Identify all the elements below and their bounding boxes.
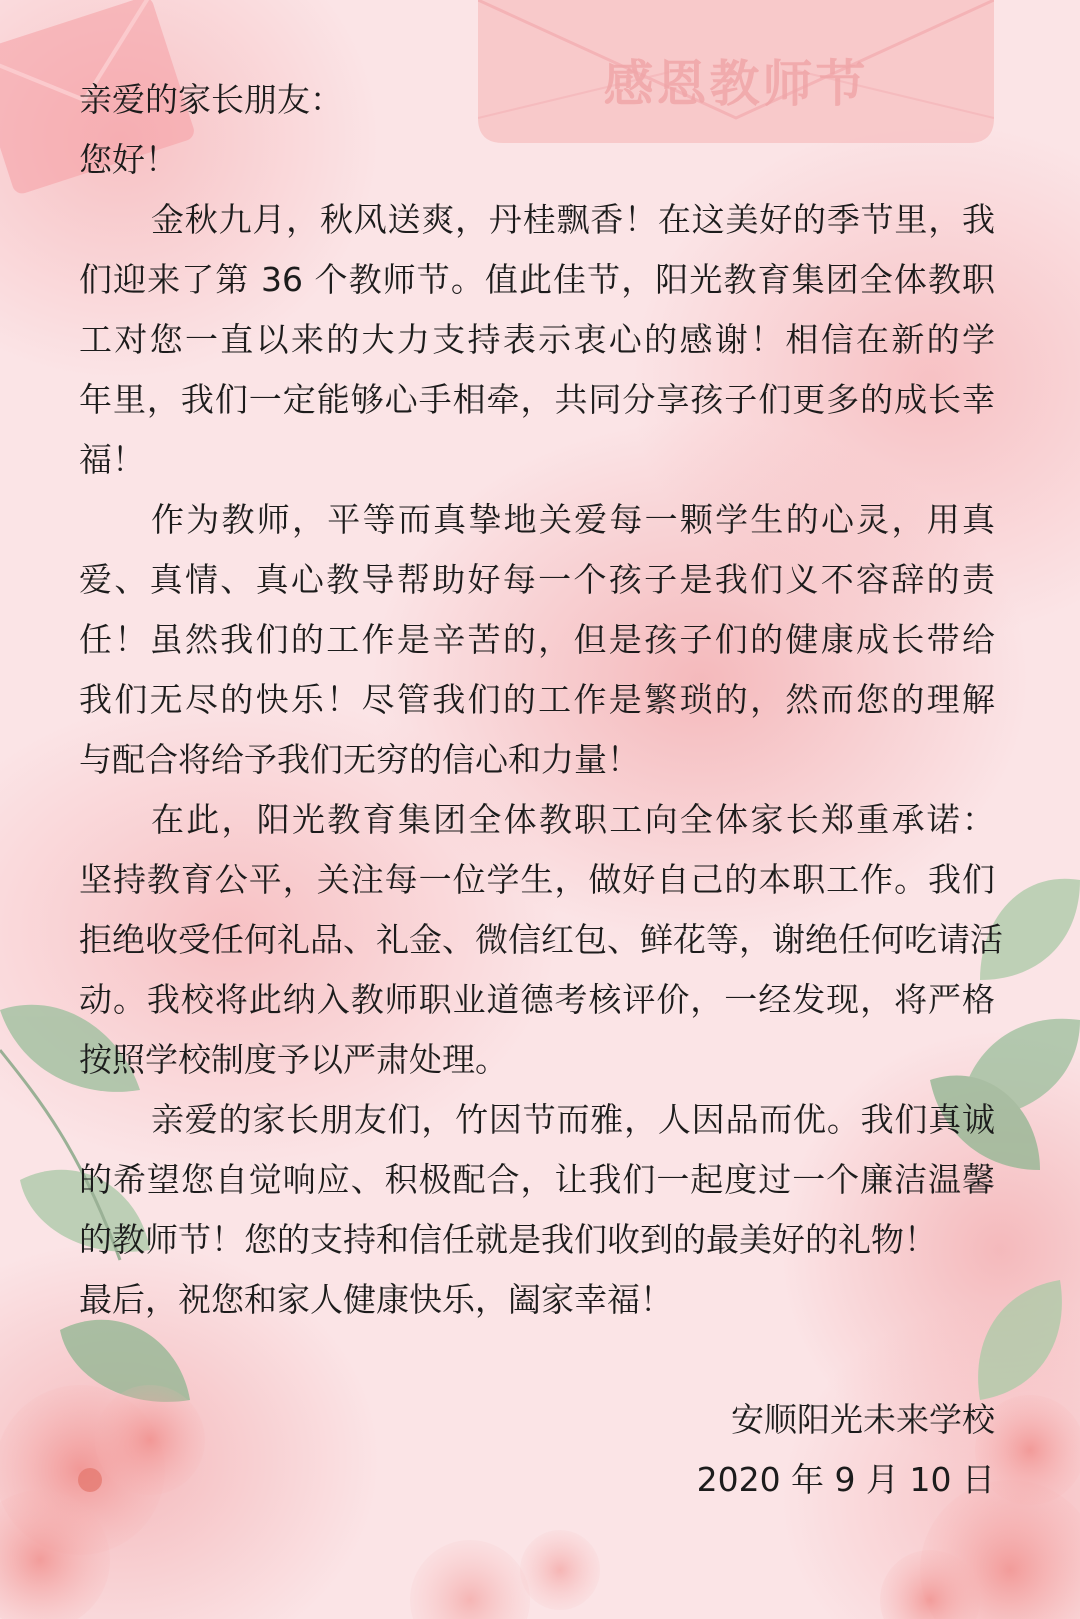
letter-date: 2020 年 9 月 10 日: [696, 1460, 995, 1499]
paragraph-1: [79, 190, 995, 490]
text-line: 们迎来了第 36 个教师节。值此佳节，阳光教育集团全体教职: [79, 260, 995, 299]
paragraph-2: [79, 490, 995, 790]
text-line: 金秋九月，秋风送爽，丹桂飘香！在这美好的季节里，我: [151, 200, 995, 239]
text-line: 在此，阳光教育集团全体教职工向全体家长郑重承诺：: [151, 800, 995, 839]
letter-salutation: 您好！: [79, 140, 178, 179]
text-line: 作为教师，平等而真挚地关爱每一颗学生的心灵，用真: [151, 500, 995, 539]
text-line: 动。我校将此纳入教师职业道德考核评价，一经发现，将严格: [79, 980, 995, 1019]
text-line: 的希望您自觉响应、积极配合，让我们一起度过一个廉洁温馨: [79, 1160, 995, 1199]
text-line: 与配合将给予我们无穷的信心和力量！: [79, 740, 640, 779]
text-line: 按照学校制度予以严肃处理。: [79, 1040, 508, 1079]
letter-body: [79, 70, 1003, 1510]
envelope-title: 感恩教师节: [603, 55, 869, 113]
text-line: 任！虽然我们的工作是辛苦的，但是孩子们的健康成长带给: [79, 620, 995, 659]
text-line: 工对您一直以来的大力支持表示衷心的感谢！相信在新的学: [79, 320, 995, 359]
text-line: 坚持教育公平，关注每一位学生，做好自己的本职工作。我们: [79, 860, 995, 899]
text-line: 亲爱的家长朋友们，竹因节而雅，人因品而优。我们真诚: [151, 1100, 995, 1139]
text-line: 爱、真情、真心教导帮助好每一个孩子是我们义不容辞的责: [79, 560, 995, 599]
paragraph-4: [79, 1090, 995, 1330]
text-line: 年里，我们一定能够心手相牵，共同分享孩子们更多的成长幸: [79, 380, 995, 419]
letter-greeting: 亲爱的家长朋友：: [79, 80, 343, 119]
text-line: 最后，祝您和家人健康快乐，阖家幸福！: [79, 1280, 673, 1319]
text-line: 的教师节！您的支持和信任就是我们收到的最美好的礼物！: [79, 1220, 937, 1259]
text-line: 拒绝收受任何礼品、礼金、微信红包、鲜花等，谢绝任何吃请活: [79, 920, 1003, 959]
text-line: 福！: [79, 440, 145, 479]
text-line: 我们无尽的快乐！尽管我们的工作是繁琐的，然而您的理解: [79, 680, 995, 719]
paragraph-3: [79, 790, 1003, 1090]
signature: 安顺阳光未来学校: [731, 1400, 995, 1439]
spacer: [79, 1330, 995, 1390]
